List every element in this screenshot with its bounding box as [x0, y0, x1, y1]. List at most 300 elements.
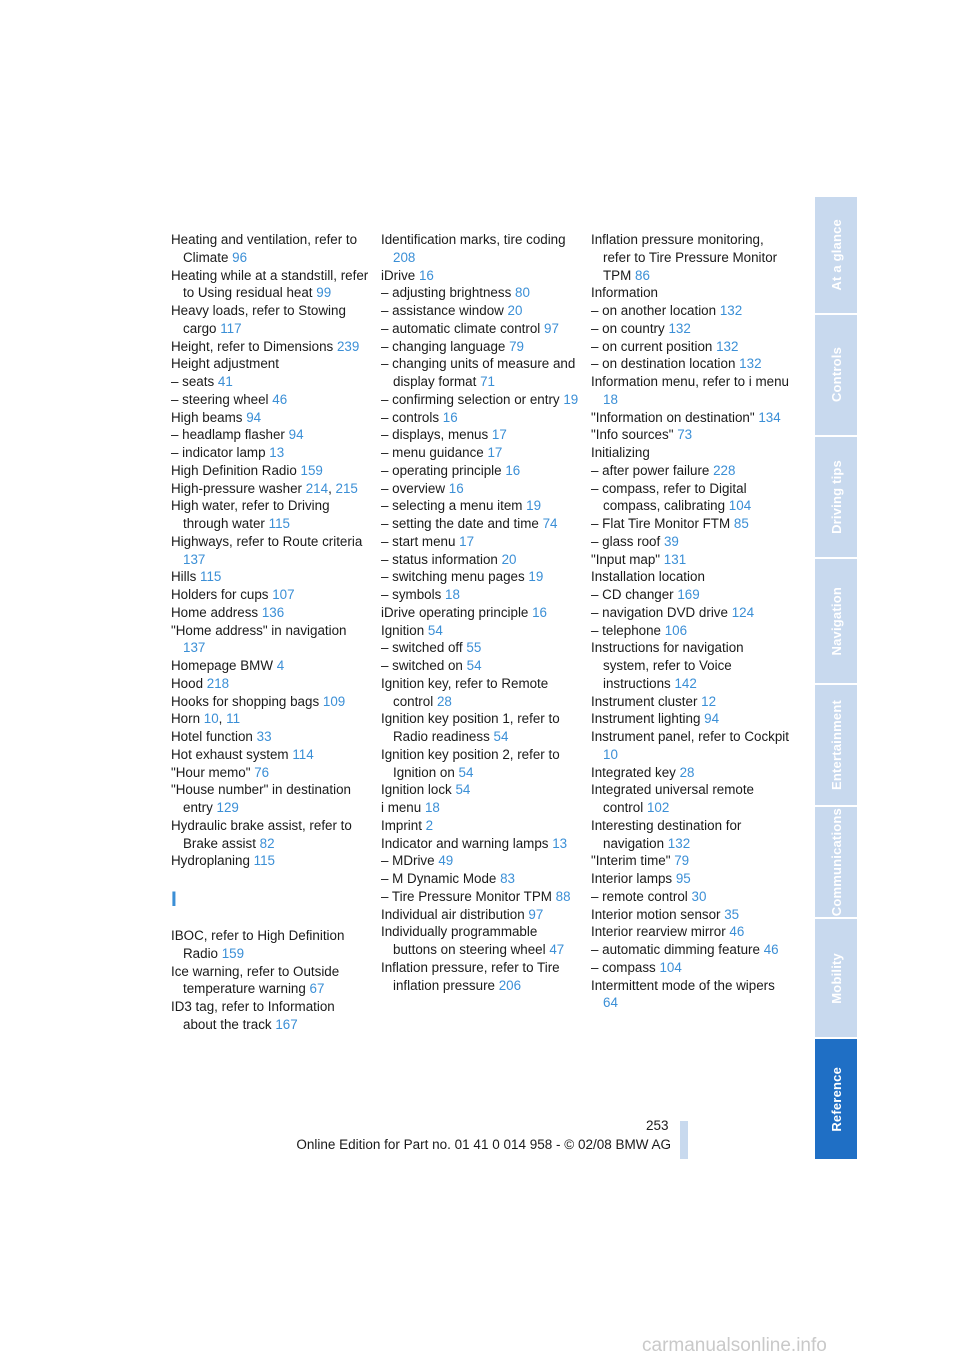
page-reference-link[interactable]: 16 — [532, 604, 548, 620]
page-reference-link[interactable]: 85 — [733, 516, 749, 531]
page-reference-link[interactable]: 71 — [480, 374, 495, 389]
page-reference-link[interactable]: 137 — [183, 551, 206, 567]
index-entry — [171, 338, 371, 356]
entry-term: Highways, refer to Route criteria — [171, 533, 363, 549]
entry-term: – on current position — [591, 338, 713, 354]
entry-term: Installation location — [591, 569, 705, 585]
page-reference-link[interactable]: 54 — [427, 622, 443, 638]
index-entry — [591, 604, 791, 622]
entry-term: Instrument panel, refer to Cockpit — [591, 729, 789, 744]
entry-term: iDrive — [381, 267, 416, 283]
index-entry — [591, 710, 791, 728]
entry-term: – seats — [171, 374, 215, 389]
index-entry — [171, 963, 371, 999]
entry-term: High beams — [171, 409, 243, 425]
entry-term: Ignition key position 2, refer to Ignition on — [381, 746, 560, 780]
page-reference-link[interactable]: 16 — [505, 462, 521, 478]
index-entry — [591, 338, 791, 356]
chapter-tabs — [815, 197, 857, 1161]
entry-term: – telephone — [591, 622, 661, 638]
entry-term: Hydroplaning — [171, 853, 250, 869]
page-reference-link[interactable]: 12 — [701, 693, 717, 709]
index-entry — [171, 657, 371, 675]
entry-term: – remote control — [591, 888, 688, 904]
page-reference-link[interactable]: 137 — [183, 640, 206, 656]
watermark: carmanualsonline.info — [642, 1335, 827, 1356]
entry-term: – switched on — [381, 658, 463, 673]
page-reference-link[interactable]: 35 — [724, 906, 740, 922]
page-reference-link[interactable]: 18 — [603, 391, 618, 407]
page-reference-link[interactable]: 215 — [335, 480, 358, 496]
page-reference-link[interactable]: 94 — [288, 427, 304, 443]
index-entry — [381, 746, 581, 782]
entry-term: – start menu — [381, 533, 456, 549]
entry-term: – glass roof — [591, 533, 661, 549]
entry-term: – overview — [381, 480, 446, 496]
index-group-h — [171, 231, 371, 870]
page-reference-link[interactable]: 2 — [425, 817, 434, 833]
index-group-i — [171, 927, 371, 1034]
page-reference-link[interactable]: 206 — [498, 977, 522, 993]
page-reference-link[interactable]: 76 — [254, 764, 270, 780]
page-reference-link[interactable]: 79 — [509, 338, 524, 354]
index-entry — [171, 444, 371, 462]
index-entry — [591, 444, 791, 462]
chapter-tab-label: Navigation — [828, 586, 844, 656]
index-entry — [591, 426, 791, 444]
index-entry — [171, 568, 371, 586]
entry-term: Hot exhaust system — [171, 746, 289, 762]
index-entry — [381, 426, 581, 444]
page-reference-link[interactable]: 13 — [552, 835, 568, 851]
page-reference-link[interactable]: 54 — [455, 782, 471, 798]
entry-term: – displays, menus — [381, 427, 489, 443]
entry-term: – MDrive — [381, 853, 435, 869]
page-reference-link[interactable]: 109 — [322, 693, 346, 709]
chapter-tab-label: Reference — [828, 1066, 844, 1132]
page-reference-link[interactable]: 17 — [459, 533, 475, 549]
page-reference-link[interactable]: 28 — [679, 764, 695, 780]
page-reference-link[interactable]: 96 — [232, 249, 248, 265]
entry-term: i menu — [381, 800, 422, 815]
index-entry — [591, 373, 791, 409]
entry-term: – navigation DVD drive — [591, 604, 728, 620]
index-entry — [591, 817, 791, 853]
entry-term: – setting the date and time — [381, 516, 539, 531]
page-reference-link[interactable]: 132 — [716, 338, 739, 354]
entry-term: Instrument lighting — [591, 711, 701, 727]
page-reference-link[interactable]: 30 — [691, 888, 707, 904]
index-entry — [381, 604, 581, 622]
index-entry — [591, 409, 791, 427]
index-entry — [591, 852, 791, 870]
index-entry — [171, 533, 371, 569]
page-reference-link[interactable]: 159 — [300, 462, 323, 478]
index-entry — [171, 586, 371, 604]
index-entry — [591, 462, 791, 480]
page-reference-link[interactable]: 13 — [269, 445, 285, 460]
entry-term: High Definition Radio — [171, 462, 297, 478]
index-entry — [171, 426, 371, 444]
page-reference-link[interactable]: 80 — [515, 285, 530, 301]
page-reference-link[interactable]: 19 — [526, 498, 542, 514]
index-entry — [171, 462, 371, 480]
index-entry — [171, 852, 371, 870]
entry-term: – changing units of measure and display format — [381, 356, 576, 389]
index-entry — [171, 604, 371, 622]
page-reference-link[interactable]: 17 — [487, 445, 503, 460]
entry-term: Interior rearview mirror — [591, 924, 726, 940]
page-reference-link[interactable]: 54 — [493, 729, 509, 744]
page-reference-link[interactable]: 19 — [563, 391, 579, 407]
entry-term: Information menu, refer to i menu — [591, 374, 789, 389]
index-entry — [171, 764, 371, 782]
entry-term: "Hour memo" — [171, 764, 251, 780]
page-reference-link[interactable]: 54 — [458, 764, 474, 780]
page-reference-link[interactable]: 102 — [646, 800, 670, 815]
chapter-tab-mobility[interactable] — [815, 919, 857, 1039]
index-entry — [171, 267, 371, 303]
index-entry — [381, 320, 581, 338]
index-entry — [591, 568, 791, 586]
page-reference-link[interactable]: 99 — [316, 285, 332, 301]
entry-term: – changing language — [381, 338, 506, 354]
entry-term: Height, refer to Dimensions — [171, 338, 334, 354]
page-reference-link[interactable]: 54 — [466, 658, 482, 673]
chapter-tab-controls[interactable] — [815, 315, 857, 437]
index-entry — [381, 409, 581, 427]
index-entry — [381, 497, 581, 515]
index-entry — [381, 710, 581, 746]
index-entry — [171, 231, 371, 267]
entry-term: – Tire Pressure Monitor TPM — [381, 888, 552, 904]
entry-term: "Input map" — [591, 551, 661, 567]
page-reference-link[interactable]: 136 — [261, 604, 285, 620]
page-reference-link[interactable]: 82 — [259, 835, 275, 851]
page-reference-link[interactable]: 214 — [305, 480, 329, 496]
entry-term: Hooks for shopping bags — [171, 693, 320, 709]
index-entry: High-pressure washer 214, 215 — [171, 480, 358, 496]
entry-term: Individually programmable buttons on steering wheel — [381, 924, 546, 957]
entry-term: Interesting destination for navigation — [591, 817, 742, 851]
page-reference-link[interactable]: 64 — [603, 995, 618, 1011]
page-reference-link[interactable]: 16 — [448, 480, 464, 496]
entry-term: Heating while at a standstill, refer to Using residual heat — [171, 267, 369, 301]
index-entry — [381, 870, 581, 888]
entry-term: ID3 tag, refer to Information about the track — [171, 999, 335, 1032]
index-entry — [381, 817, 581, 835]
entry-term: Initializing — [591, 445, 650, 460]
entry-term: Homepage BMW — [171, 658, 273, 673]
chapter-tab-label: Controls — [828, 347, 844, 403]
page-reference-link[interactable]: 134 — [758, 409, 781, 425]
page-reference-link[interactable]: 167 — [275, 1016, 298, 1032]
page-reference-link[interactable]: 86 — [635, 267, 650, 283]
entry-term: Inflation pressure, refer to Tire inflation pressure — [381, 959, 560, 993]
index-entry — [591, 906, 791, 924]
entry-term: Integrated key — [591, 764, 676, 780]
entry-term: Individual air distribution — [381, 906, 525, 922]
entry-term: Integrated universal remote control — [591, 782, 755, 815]
entry-term: Hotel function — [171, 729, 253, 744]
index-entry — [381, 267, 581, 285]
page-reference-link[interactable]: 47 — [549, 942, 565, 957]
entry-term: Ignition — [381, 622, 425, 638]
entry-term: – CD changer — [591, 587, 674, 602]
index-entry — [171, 409, 371, 427]
page-reference-link[interactable]: 11 — [226, 711, 241, 727]
page-reference-link[interactable]: 129 — [216, 800, 239, 815]
page-reference-link[interactable]: 16 — [418, 267, 434, 283]
page-reference-link[interactable]: 19 — [528, 569, 544, 585]
page-reference-link[interactable]: 95 — [675, 871, 691, 886]
entry-term: Interior motion sensor — [591, 906, 721, 922]
index-entry — [381, 338, 581, 356]
entry-term: – adjusting brightness — [381, 285, 512, 301]
index-entry — [591, 320, 791, 338]
footer-text: Online Edition for Part no. 01 41 0 014 958 - © 02/08 BMW AG — [296, 1137, 671, 1152]
entry-term: Heavy loads, refer to Stowing cargo — [171, 303, 346, 336]
page-reference-link[interactable]: 46 — [272, 391, 288, 407]
entry-term: – on destination location — [591, 356, 736, 372]
chapter-tab-navigation[interactable] — [815, 559, 857, 685]
page-reference-link[interactable]: 46 — [729, 924, 745, 940]
entry-term: Ice warning, refer to Outside temperature warning — [171, 963, 340, 997]
page-reference-link[interactable]: 67 — [309, 981, 325, 997]
index-entry — [381, 657, 581, 675]
page-reference-link[interactable]: 79 — [674, 853, 690, 869]
index-entry — [171, 391, 371, 409]
chapter-tab-driving-tips[interactable] — [815, 437, 857, 559]
entry-term: – automatic dimming feature — [591, 942, 760, 957]
page-reference-link[interactable]: 83 — [500, 871, 515, 886]
index-entry — [381, 533, 581, 551]
page-reference-link[interactable]: 208 — [393, 249, 416, 265]
entry-term: – compass, refer to Digital compass, calibrating — [591, 480, 747, 514]
page-reference-link[interactable]: 104 — [728, 498, 752, 514]
index-entry — [591, 533, 791, 551]
page-reference-link[interactable]: 46 — [763, 942, 779, 957]
index-entry — [591, 923, 791, 941]
entry-term: "Info sources" — [591, 427, 674, 443]
index-column-2 — [381, 231, 581, 994]
entry-term: Heating and ventilation, refer to Climate — [171, 232, 358, 265]
page-reference-link[interactable]: 131 — [663, 551, 687, 567]
index-entry — [171, 497, 371, 533]
entry-term: Holders for cups — [171, 587, 269, 602]
page-reference-link[interactable]: 97 — [528, 906, 544, 922]
index-entry — [381, 515, 581, 533]
index-entry — [171, 728, 371, 746]
entry-term: Ignition key position 1, refer to Radio readiness — [381, 711, 560, 744]
index-entry — [591, 355, 791, 373]
entry-term: iDrive operating principle — [381, 604, 529, 620]
entry-term: – headlamp flasher — [171, 427, 285, 443]
index-entry — [381, 906, 581, 924]
page-reference-link[interactable]: 132 — [719, 303, 743, 318]
index-entry — [381, 551, 581, 569]
page-reference-link[interactable]: 33 — [256, 729, 272, 744]
footer-bar — [680, 1121, 688, 1159]
index-entry — [171, 817, 371, 853]
entry-term: Home address — [171, 604, 259, 620]
index-column-3 — [591, 231, 791, 1012]
index-entry — [591, 480, 791, 516]
index-entry — [591, 888, 791, 906]
index-entry — [381, 675, 581, 711]
entry-term: – confirming selection or entry — [381, 391, 560, 407]
entry-term: Intermittent mode of the wipers — [591, 977, 775, 993]
section-letter: I — [171, 888, 177, 911]
index-entry: Horn 10, 11 — [171, 711, 241, 727]
index-entry — [591, 302, 791, 320]
chapter-tab-at-a-glance[interactable] — [815, 197, 857, 315]
chapter-tab-label: At a glance — [828, 219, 844, 291]
page-reference-link[interactable]: 107 — [272, 587, 295, 602]
index-entry — [381, 480, 581, 498]
index-column-1 — [171, 231, 371, 1034]
index-entry — [381, 391, 581, 409]
chapter-tab-entertainment[interactable] — [815, 685, 857, 807]
chapter-tab-reference[interactable] — [815, 1039, 857, 1161]
entry-term: High-pressure washer — [171, 480, 302, 496]
index-entry — [591, 551, 791, 569]
page-reference-link[interactable]: 55 — [466, 640, 482, 656]
index-entry — [171, 675, 371, 693]
index-entry — [591, 959, 791, 977]
page-reference-link[interactable]: 20 — [507, 303, 523, 318]
entry-term: High water, refer to Driving through water — [171, 498, 330, 531]
index-entry — [381, 444, 581, 462]
index-entry — [591, 977, 791, 1013]
page-reference-link[interactable]: 132 — [668, 320, 691, 336]
page-reference-link[interactable]: 10 — [603, 746, 618, 762]
entry-term: Imprint — [381, 817, 422, 833]
entry-term: "Interim time" — [591, 853, 671, 869]
entry-term: Information — [591, 285, 658, 301]
chapter-tab-label: Communications — [828, 807, 844, 917]
page-reference-link[interactable]: 106 — [664, 622, 688, 638]
index-entry — [381, 835, 581, 853]
entry-term: Instructions for navigation system, refer to Voice instructions — [591, 640, 744, 691]
entry-term: – M Dynamic Mode — [381, 871, 497, 886]
page-reference-link[interactable]: 115 — [200, 569, 222, 585]
entry-term: – status information — [381, 551, 498, 567]
index-entry — [381, 888, 581, 906]
page-reference-link[interactable]: 115 — [253, 853, 275, 869]
chapter-tab-communications[interactable] — [815, 807, 857, 919]
page-reference-link[interactable]: 41 — [217, 374, 233, 389]
entry-term: "Home address" in navigation — [171, 622, 347, 638]
entry-term: – Flat Tire Monitor FTM — [591, 516, 731, 531]
entry-term: Indicator and warning lamps — [381, 835, 549, 851]
page-reference-link[interactable]: 228 — [713, 462, 736, 478]
entry-term: IBOC, refer to High Definition Radio — [171, 928, 345, 961]
entry-term: – steering wheel — [171, 391, 269, 407]
page-reference-link[interactable]: 132 — [739, 356, 762, 372]
index-entry — [171, 355, 371, 373]
page-reference-link[interactable]: 39 — [663, 533, 679, 549]
page-reference-link[interactable]: 94 — [246, 409, 262, 425]
page-reference-link[interactable]: 94 — [704, 711, 720, 727]
index-entry — [171, 998, 371, 1034]
page-reference-link[interactable]: 104 — [659, 959, 682, 975]
page-reference-link[interactable]: 17 — [491, 427, 507, 443]
page-reference-link[interactable]: 20 — [501, 551, 517, 567]
entry-term: – operating principle — [381, 462, 502, 478]
index-entry — [171, 302, 371, 338]
index-entry — [171, 927, 371, 963]
index-entry — [381, 622, 581, 640]
page-reference-link[interactable]: 4 — [276, 658, 285, 673]
entry-term: – symbols — [381, 587, 442, 602]
page-reference-link[interactable]: 28 — [436, 693, 452, 709]
page-reference-link[interactable]: 73 — [677, 427, 693, 443]
entry-term: – switching menu pages — [381, 569, 525, 585]
entry-term: Instrument cluster — [591, 693, 698, 709]
page-reference-link[interactable]: 132 — [667, 835, 691, 851]
entry-term: Height adjustment — [171, 356, 279, 372]
index-entry — [591, 781, 791, 817]
entry-term: – automatic climate control — [381, 320, 541, 336]
entry-term: – on country — [591, 320, 665, 336]
page-reference-link[interactable]: 18 — [424, 800, 440, 815]
entry-term: "Information on destination" — [591, 409, 755, 425]
entry-term: Hood — [171, 675, 204, 691]
chapter-tab-label: Mobility — [828, 952, 844, 1004]
entry-term: – indicator lamp — [171, 445, 266, 460]
index-entry — [171, 373, 371, 391]
page-reference-link[interactable]: 18 — [445, 587, 460, 602]
page-reference-link[interactable]: 49 — [438, 853, 454, 869]
entry-term: – after power failure — [591, 462, 710, 478]
page-reference-link[interactable]: 115 — [268, 516, 290, 531]
index-entry — [381, 462, 581, 480]
page-reference-link[interactable]: 88 — [555, 888, 571, 904]
page-reference-link[interactable]: 159 — [221, 945, 245, 961]
page-reference-link[interactable]: 74 — [542, 516, 558, 531]
chapter-tab-label: Entertainment — [828, 699, 844, 790]
index-entry — [381, 568, 581, 586]
page-reference-link[interactable]: 97 — [544, 320, 559, 336]
index-entry — [591, 622, 791, 640]
page-reference-link[interactable]: 114 — [292, 746, 314, 762]
page-reference-link[interactable]: 16 — [442, 409, 458, 425]
page-reference-link[interactable]: 10 — [203, 711, 219, 727]
page-reference-link[interactable]: 239 — [336, 338, 360, 354]
page-reference-link[interactable]: 124 — [731, 604, 755, 620]
page-reference-link[interactable]: 218 — [206, 675, 230, 691]
index-entry — [381, 302, 581, 320]
entry-term: Inflation pressure monitoring, refer to Tire Pressure Monitor TPM — [591, 232, 778, 283]
index-entry — [381, 852, 581, 870]
index-entry — [171, 746, 371, 764]
page-reference-link[interactable]: 142 — [674, 675, 697, 691]
index-entry — [591, 515, 791, 533]
entry-term: Horn — [171, 711, 201, 727]
entry-term: – menu guidance — [381, 445, 484, 460]
entry-term: Identification marks, tire coding — [381, 232, 566, 247]
index-entry — [591, 764, 791, 782]
entry-term: Interior lamps — [591, 871, 673, 886]
entry-term: Hydraulic brake assist, refer to Brake assist — [171, 817, 352, 851]
index-entry — [381, 781, 581, 799]
page-reference-link[interactable]: 169 — [677, 587, 700, 602]
page-reference-link[interactable]: 117 — [220, 320, 242, 336]
entry-term: Hills — [171, 569, 197, 585]
index-entry — [171, 622, 371, 658]
entry-term: "House number" in destination entry — [171, 782, 351, 815]
